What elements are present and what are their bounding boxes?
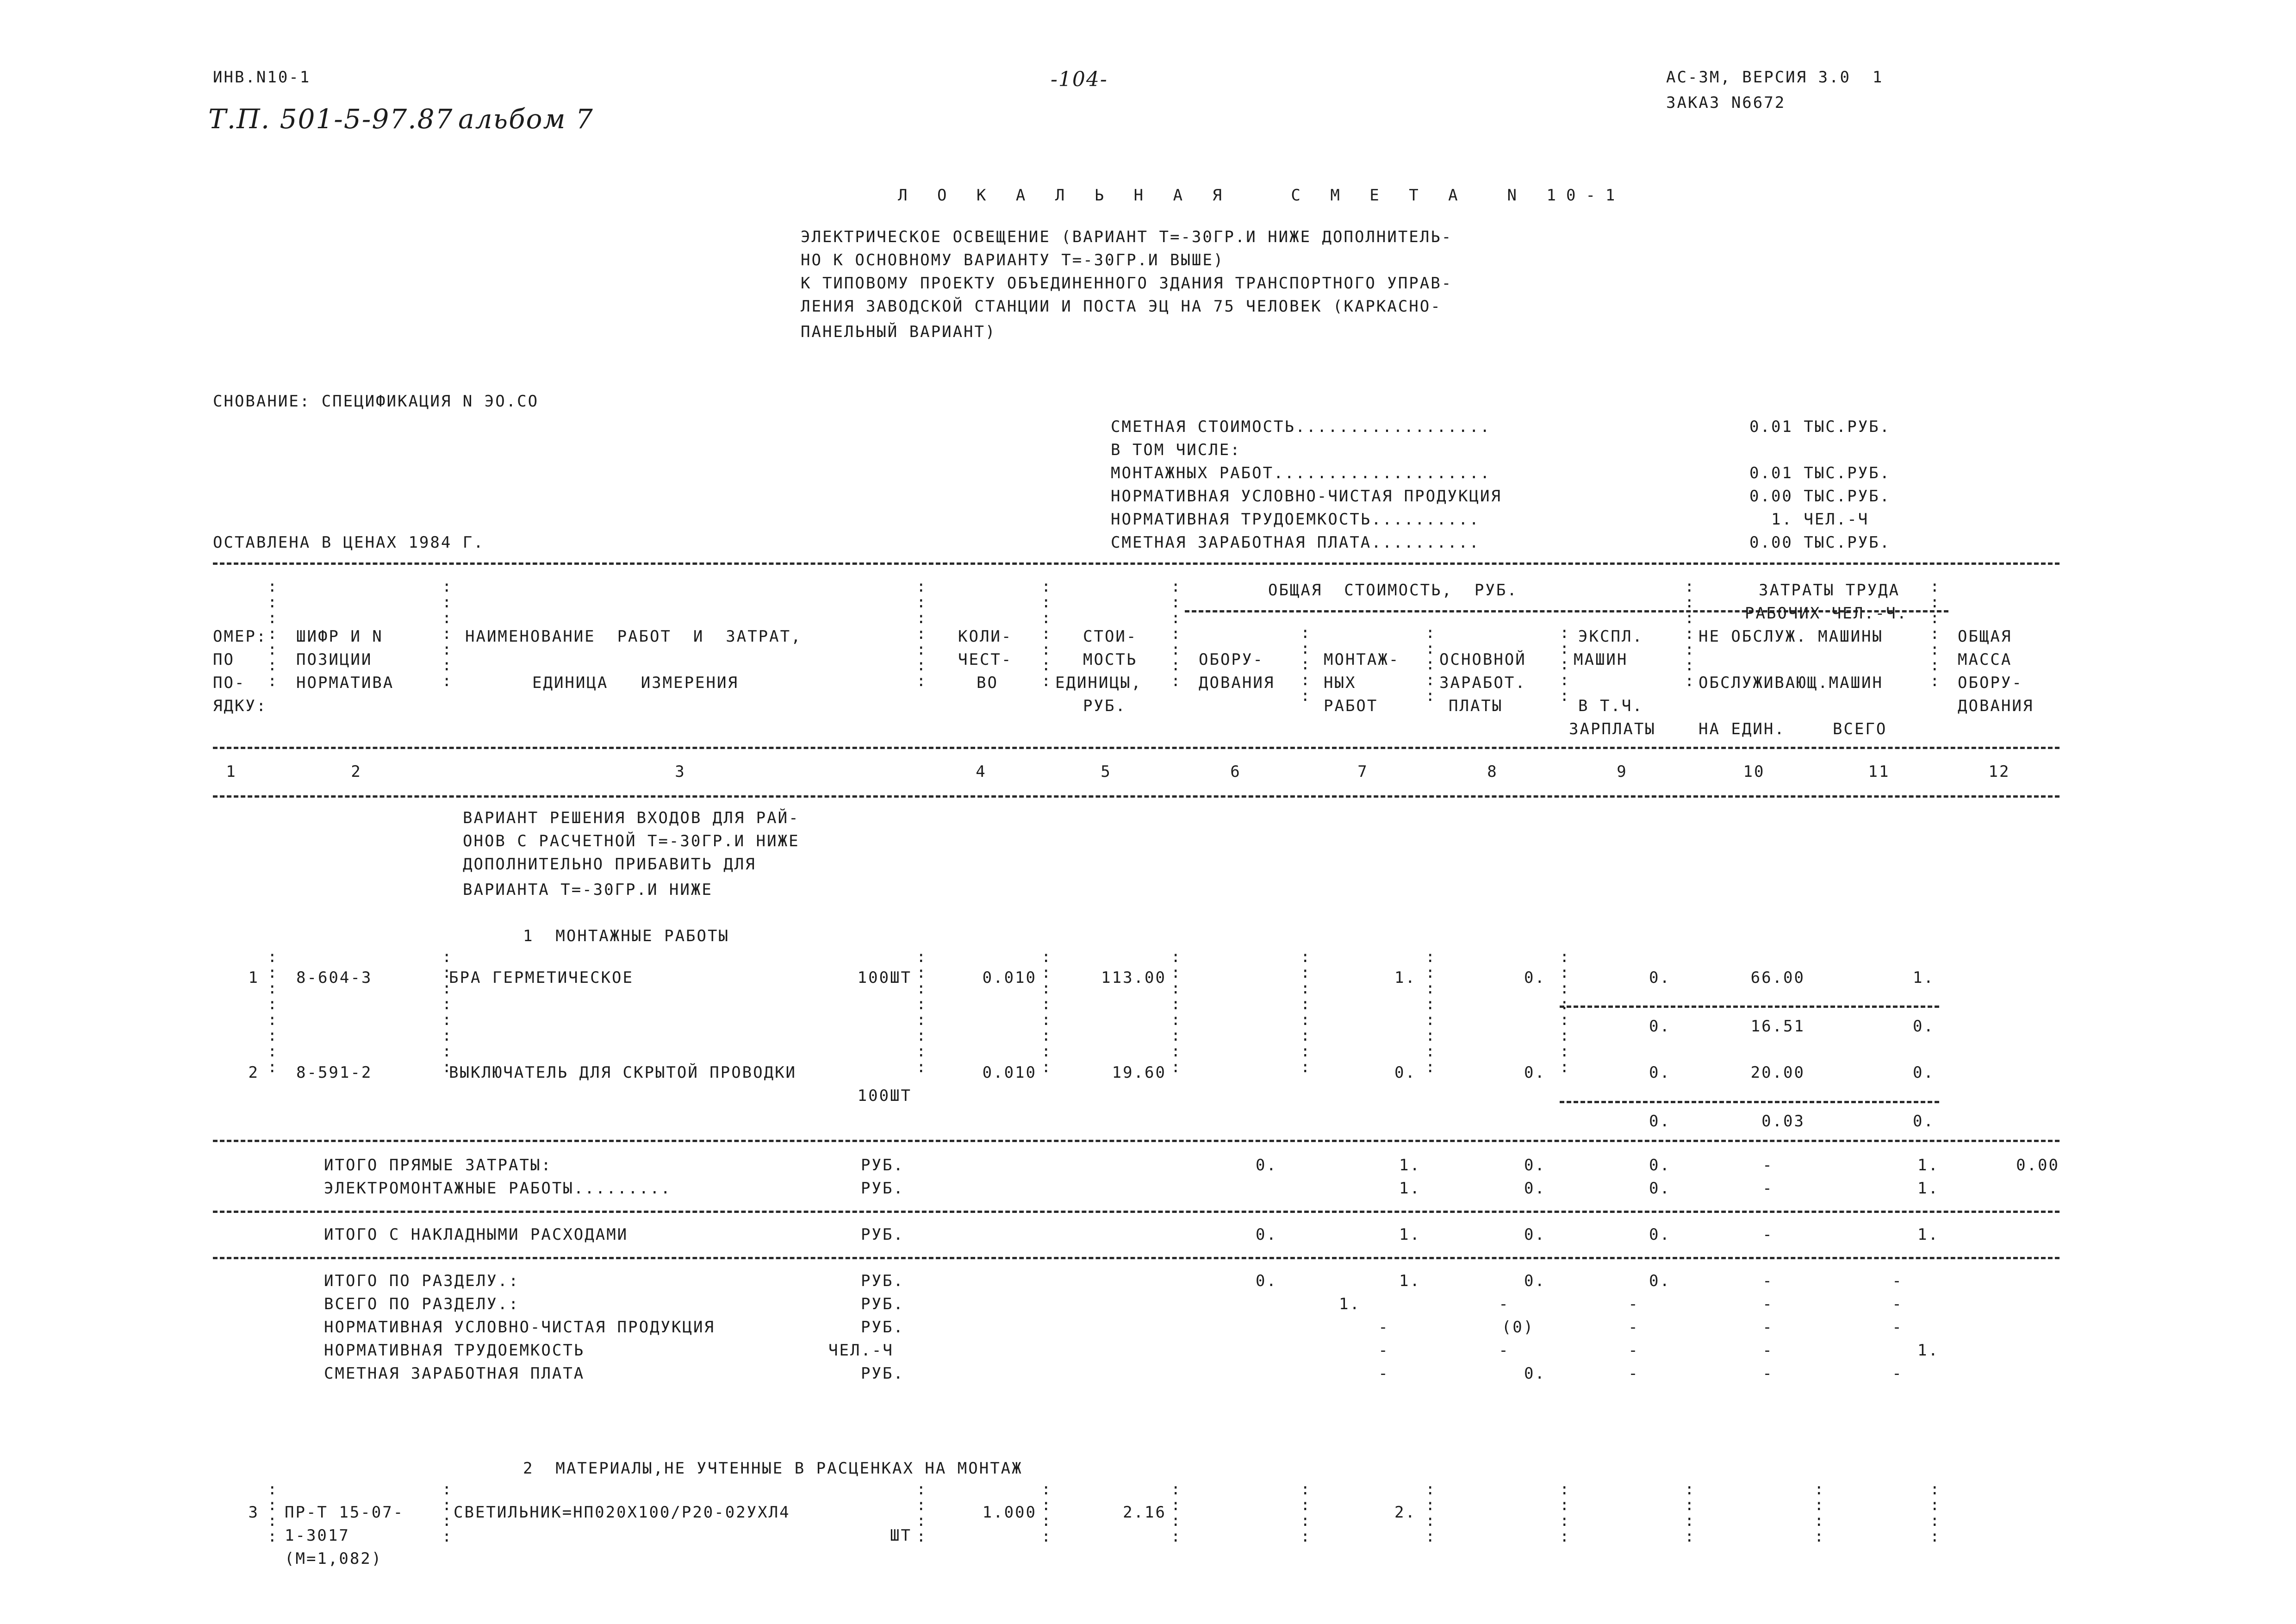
header-col2: НОРМАТИВА — [296, 674, 394, 692]
header-col2: ШИФР И N — [296, 627, 383, 646]
total-sum: 1. — [1917, 1156, 1939, 1174]
row-total: 0. — [1913, 1063, 1935, 1082]
header-col7: РАБОТ — [1324, 697, 1378, 715]
separator: : : : : — [1041, 1480, 1052, 1546]
header-col6: ДОВАНИЯ — [1199, 674, 1275, 692]
separator: : : : : : : : : — [442, 948, 453, 1076]
column-number: 4 — [976, 762, 987, 781]
separator: : : : : : : : — [1171, 577, 1182, 690]
order-number: ЗАКАЗ N6672 — [1666, 94, 1786, 112]
total-eksp: 0. — [1649, 1156, 1671, 1174]
section-title: 1 МОНТАЖНЫЕ РАБОТЫ — [523, 927, 729, 945]
row-eksp-wage: 0. — [1649, 1112, 1671, 1131]
total-unit: РУБ. — [861, 1318, 904, 1337]
header-col7: НЫХ — [1324, 674, 1356, 692]
header-labor-group: ЗАТРАТЫ ТРУДА — [1759, 581, 1900, 600]
row-name: БРА ГЕРМЕТИЧЕСКОЕ — [449, 968, 634, 987]
row-name: ВЫКЛЮЧАТЕЛЬ ДЛЯ СКРЫТОЙ ПРОВОДКИ — [449, 1063, 797, 1082]
row-price: 113.00 — [1101, 968, 1166, 987]
row-eksp: 0. — [1649, 968, 1671, 987]
separator: : : : : : : : — [916, 577, 927, 690]
total-mass: 0.00 — [2016, 1156, 2060, 1174]
header-col9: ЗАРПЛАТЫ — [1569, 720, 1656, 738]
row-price: 2.16 — [1123, 1503, 1166, 1522]
total-osn: 0. — [1524, 1225, 1546, 1244]
separator: : : : : : : : : — [916, 948, 927, 1076]
total-dash: - — [1762, 1364, 1773, 1383]
header-col8: ПЛАТЫ — [1449, 697, 1503, 715]
header-col5: РУБ. — [1083, 697, 1126, 715]
row-unit: ШТ — [890, 1526, 912, 1545]
total-eksp: 0. — [1649, 1179, 1671, 1198]
row-serv: 16.51 — [1750, 1017, 1805, 1036]
total-label: ИТОГО С НАКЛАДНЫМИ РАСХОДАМИ — [324, 1225, 628, 1244]
header-labor-group: РАБОЧИХ ЧЕЛ.-Ч. — [1745, 604, 1908, 623]
row-code: ПР-Т 15-07- — [285, 1503, 404, 1522]
row-number: 1 — [248, 968, 259, 987]
rule — [213, 1257, 2060, 1259]
column-number: 7 — [1357, 762, 1369, 781]
total-sum: 1. — [1917, 1225, 1939, 1244]
total-obor: 0. — [1256, 1156, 1277, 1174]
variant-text: ВАРИАНТА Т=-30ГР.И НИЖЕ — [463, 881, 713, 899]
total-mont: 1. — [1399, 1156, 1421, 1174]
row-eksp: 0. — [1649, 1063, 1671, 1082]
total-sum: 1. — [1917, 1179, 1939, 1198]
separator: : : : : : : : : — [268, 948, 279, 1076]
total-label: ИТОГО ПО РАЗДЕЛУ.: — [324, 1272, 520, 1290]
header-col4: ВО — [977, 674, 998, 692]
total-dash: - — [1499, 1341, 1510, 1360]
rule — [1560, 1101, 1939, 1103]
page-number: -104- — [1051, 68, 1108, 91]
total-unit: РУБ. — [861, 1179, 904, 1198]
summary-value: 0.00 ТЫС.РУБ. — [1749, 487, 1891, 506]
summary-label: МОНТАЖНЫХ РАБОТ.................... — [1111, 464, 1491, 482]
header-col4: ЧЕСТ- — [958, 650, 1013, 669]
row-unit: 100ШТ — [857, 1087, 912, 1105]
column-number: 2 — [351, 762, 362, 781]
rule — [213, 795, 2060, 798]
summary-label: СМЕТНАЯ ЗАРАБОТНАЯ ПЛАТА.......... — [1111, 533, 1480, 552]
header-col1: ОМЕР: — [213, 627, 268, 646]
total-dash: - — [1628, 1341, 1639, 1360]
variant-text: ДОПОЛНИТЕЛЬНО ПРИБАВИТЬ ДЛЯ — [463, 855, 756, 874]
total-dash: - — [1628, 1364, 1639, 1383]
total-mont: 1. — [1399, 1272, 1421, 1290]
separator: : : : : : : : — [1685, 577, 1696, 690]
total-dash: - — [1762, 1272, 1773, 1290]
total-dash: - — [1892, 1318, 1903, 1337]
total-unit: РУБ. — [861, 1272, 904, 1290]
total-label: ВСЕГО ПО РАЗДЕЛУ.: — [324, 1295, 520, 1313]
row-unit: 100ШТ — [857, 968, 912, 987]
total-dash: - — [1762, 1156, 1773, 1174]
total-label: НОРМАТИВНАЯ ТРУДОЕМКОСТЬ — [324, 1341, 585, 1360]
header-col12: МАССА — [1958, 650, 2012, 669]
separator: : : : : — [1685, 1480, 1696, 1546]
variant-text: ОНОВ С РАСЧЕТНОЙ Т=-30ГР.И НИЖЕ — [463, 832, 800, 850]
row-name: СВЕТИЛЬНИК=НП020Х100/Р20-02УХЛ4 — [454, 1503, 790, 1522]
header-col10: НЕ ОБСЛУЖ. МАШИНЫ — [1699, 627, 1883, 646]
handwritten-project-ref: Т.П. 501-5-97.87 — [208, 103, 454, 135]
header-col9: В Т.Ч. — [1578, 697, 1643, 715]
total-osn: (0) — [1501, 1318, 1535, 1337]
row-qty: 1.000 — [982, 1503, 1037, 1522]
separator: : : : : — [916, 1480, 927, 1546]
summary-value: 0.00 ТЫС.РУБ. — [1749, 533, 1891, 552]
header-col12: ОБОРУ- — [1958, 674, 2023, 692]
subtitle-line: ЭЛЕКТРИЧЕСКОЕ ОСВЕЩЕНИЕ (ВАРИАНТ Т=-30ГР.И НИЖЕ ДОПОЛНИТЕЛЬ- — [801, 228, 1453, 246]
row-total-serv: 0. — [1913, 1017, 1935, 1036]
row-serv: 0.03 — [1761, 1112, 1805, 1131]
row-mont: 1. — [1394, 968, 1416, 987]
rule — [213, 562, 2060, 565]
header-col3: НАИМЕНОВАНИЕ РАБОТ И ЗАТРАТ, — [465, 627, 802, 646]
row-code: 1-3017 — [285, 1526, 350, 1545]
header-col5: МОСТЬ — [1083, 650, 1138, 669]
total-value: 1. — [1339, 1295, 1361, 1313]
summary-value: 0.01 ТЫС.РУБ. — [1749, 418, 1891, 436]
separator: : : : : : : : : — [1041, 948, 1052, 1076]
total-osn: 0. — [1524, 1272, 1546, 1290]
total-dash: - — [1499, 1295, 1510, 1313]
rule — [213, 1140, 2060, 1142]
row-number: 2 — [248, 1063, 259, 1082]
header-col10: ОБСЛУЖИВАЮЩ.МАШИН — [1699, 674, 1883, 692]
total-unit: РУБ. — [861, 1156, 904, 1174]
row-mont: 2. — [1394, 1503, 1416, 1522]
section-title: 2 МАТЕРИАЛЫ,НЕ УЧТЕННЫЕ В РАСЦЕНКАХ НА МОНТАЖ — [523, 1459, 1023, 1478]
total-dash: - — [1378, 1341, 1389, 1360]
handwritten-album: альбом 7 — [458, 103, 594, 135]
header-col12: ОБЩАЯ — [1958, 627, 2012, 646]
inventory-number: ИНВ.N10-1 — [213, 68, 311, 87]
separator: : : : : : : : : — [1171, 948, 1182, 1076]
total-label: СМЕТНАЯ ЗАРАБОТНАЯ ПЛАТА — [324, 1364, 585, 1383]
row-number: 3 — [248, 1503, 259, 1522]
header-col8: ОСНОВНОЙ — [1439, 650, 1526, 669]
summary-label: В ТОМ ЧИСЛЕ: — [1111, 441, 1241, 459]
total-dash: - — [1762, 1179, 1773, 1198]
separator: : : : : : — [1425, 624, 1437, 705]
row-qty: 0.010 — [982, 968, 1037, 987]
row-code: 8-591-2 — [296, 1063, 373, 1082]
summary-value: 0.01 ТЫС.РУБ. — [1749, 464, 1891, 482]
total-obor: 0. — [1256, 1272, 1277, 1290]
separator: : : : : — [442, 1480, 453, 1546]
total-dash: - — [1762, 1318, 1773, 1337]
total-dash: - — [1628, 1318, 1639, 1337]
prices-year: ОСТАВЛЕНА В ЦЕНАХ 1984 Г. — [213, 533, 485, 552]
header-col1: ПО- — [213, 674, 246, 692]
rule — [213, 1211, 2060, 1213]
separator: : : : : — [1171, 1480, 1182, 1546]
header-col9: МАШИН — [1574, 650, 1628, 669]
separator: : : : : — [1300, 1480, 1312, 1546]
total-dash: - — [1378, 1318, 1389, 1337]
header-col5: СТОИ- — [1083, 627, 1138, 646]
column-number: 1 — [226, 762, 237, 781]
column-number: 5 — [1101, 762, 1112, 781]
total-unit: РУБ. — [861, 1225, 904, 1244]
separator: : : : : : : : : — [1425, 948, 1437, 1076]
row-code: (М=1,082) — [285, 1549, 383, 1568]
total-dash: - — [1378, 1364, 1389, 1383]
separator: : : : : : : : — [268, 577, 279, 690]
document-title: Л О К А Л Ь Н А Я С М Е Т А N 10-1 — [898, 186, 1625, 205]
row-code: 8-604-3 — [296, 968, 373, 987]
total-eksp: 0. — [1649, 1225, 1671, 1244]
total-osn: 0. — [1524, 1156, 1546, 1174]
separator: : : : : : : : — [442, 577, 453, 690]
header-total-group: ОБЩАЯ СТОИМОСТЬ, РУБ. — [1268, 581, 1518, 600]
separator: : : : : : — [1300, 624, 1312, 705]
column-number: 10 — [1743, 762, 1765, 781]
separator: : : : : — [1560, 1480, 1571, 1546]
row-qty: 0.010 — [982, 1063, 1037, 1082]
row-nonserv: 66.00 — [1750, 968, 1805, 987]
subtitle-line: ЛЕНИЯ ЗАВОДСКОЙ СТАНЦИИ И ПОСТА ЭЦ НА 75 ЧЕЛОВЕК (КАРКАСНО- — [801, 297, 1442, 316]
row-price: 19.60 — [1112, 1063, 1166, 1082]
summary-value: 1. ЧЕЛ.-Ч — [1749, 510, 1869, 529]
separator: : : : : — [1930, 1480, 1941, 1546]
separator: : : : : — [268, 1480, 279, 1546]
total-label: ИТОГО ПРЯМЫЕ ЗАТРАТЫ: — [324, 1156, 552, 1174]
basis-line: СНОВАНИЕ: СПЕЦИФИКАЦИЯ N ЭО.СО — [213, 392, 539, 411]
row-total-serv: 0. — [1913, 1112, 1935, 1131]
separator: : : : : — [1814, 1480, 1825, 1546]
header-col8: ЗАРАБОТ. — [1439, 674, 1526, 692]
summary-label: НОРМАТИВНАЯ УСЛОВНО-ЧИСТАЯ ПРОДУКЦИЯ — [1111, 487, 1502, 506]
header-col2: ПОЗИЦИИ — [296, 650, 373, 669]
row-total: 1. — [1913, 968, 1935, 987]
total-label: ЭЛЕКТРОМОНТАЖНЫЕ РАБОТЫ......... — [324, 1179, 672, 1198]
row-osn: 0. — [1524, 1063, 1546, 1082]
header-col1: ЯДКУ: — [213, 697, 268, 715]
total-dash: - — [1892, 1272, 1903, 1290]
summary-label: НОРМАТИВНАЯ ТРУДОЕМКОСТЬ.......... — [1111, 510, 1480, 529]
row-osn: 0. — [1524, 968, 1546, 987]
total-mont: 1. — [1399, 1179, 1421, 1198]
total-unit: РУБ. — [861, 1295, 904, 1313]
separator: : : : : — [1425, 1480, 1437, 1546]
separator: : : : : : — [1560, 624, 1571, 705]
variant-text: ВАРИАНТ РЕШЕНИЯ ВХОДОВ ДЛЯ РАЙ- — [463, 809, 800, 827]
row-mont: 0. — [1394, 1063, 1416, 1082]
total-dash: - — [1628, 1295, 1639, 1313]
column-number: 3 — [675, 762, 686, 781]
total-dash: - — [1762, 1295, 1773, 1313]
total-sum: 1. — [1917, 1341, 1939, 1360]
column-number: 11 — [1868, 762, 1890, 781]
total-label: НОРМАТИВНАЯ УСЛОВНО-ЧИСТАЯ ПРОДУКЦИЯ — [324, 1318, 715, 1337]
column-number: 8 — [1487, 762, 1498, 781]
separator: : : : : : : : : — [1560, 948, 1571, 1076]
subtitle-line: К ТИПОВОМУ ПРОЕКТУ ОБЪЕДИНЕННОГО ЗДАНИЯ ТРАНСПОРТНОГО УПРАВ- — [801, 274, 1453, 293]
total-mont: 1. — [1399, 1225, 1421, 1244]
program-version: АС-3М, ВЕРСИЯ 3.0 1 — [1666, 68, 1884, 87]
total-osn: 0. — [1524, 1179, 1546, 1198]
row-eksp-wage: 0. — [1649, 1017, 1671, 1036]
total-dash: - — [1892, 1364, 1903, 1383]
separator: : : : : : : : : — [1300, 948, 1312, 1076]
column-number: 6 — [1230, 762, 1241, 781]
header-col4: КОЛИ- — [958, 627, 1013, 646]
row-nonserv: 20.00 — [1750, 1063, 1805, 1082]
header-col3: ЕДИНИЦА ИЗМЕРЕНИЯ — [532, 674, 739, 692]
header-col10: НА ЕДИН. — [1699, 720, 1786, 738]
total-dash: - — [1762, 1341, 1773, 1360]
header-col5: ЕДИНИЦЫ, — [1055, 674, 1142, 692]
total-eksp: 0. — [1649, 1272, 1671, 1290]
total-obor: 0. — [1256, 1225, 1277, 1244]
header-col7: МОНТАЖ- — [1324, 650, 1400, 669]
total-dash: - — [1762, 1225, 1773, 1244]
header-col1: ПО — [213, 650, 235, 669]
total-unit: РУБ. — [861, 1364, 904, 1383]
total-unit: ЧЕЛ.-Ч — [828, 1341, 894, 1360]
column-number: 9 — [1617, 762, 1628, 781]
summary-label: СМЕТНАЯ СТОИМОСТЬ.................. — [1111, 418, 1491, 436]
column-number: 12 — [1988, 762, 2010, 781]
subtitle-line: НО К ОСНОВНОМУ ВАРИАНТУ Т=-30ГР.И ВЫШЕ) — [801, 251, 1225, 269]
header-col11: ВСЕГО — [1833, 720, 1887, 738]
total-dash: - — [1892, 1295, 1903, 1313]
rule — [213, 747, 2060, 749]
header-col9: ЭКСПЛ. — [1578, 627, 1643, 646]
subtitle-line: ПАНЕЛЬНЫЙ ВАРИАНТ) — [801, 323, 996, 341]
rule — [1560, 1006, 1939, 1008]
header-col12: ДОВАНИЯ — [1958, 697, 2034, 715]
separator: : : : : : : : — [1041, 577, 1052, 690]
separator: : : : : : : : — [1930, 577, 1941, 690]
header-col6: ОБОРУ- — [1199, 650, 1264, 669]
total-osn: 0. — [1524, 1364, 1546, 1383]
